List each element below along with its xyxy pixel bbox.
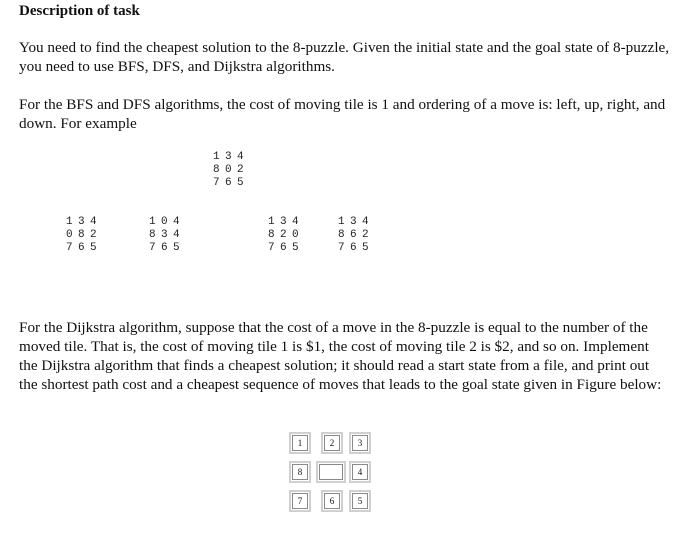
tile: 5 bbox=[90, 242, 97, 254]
tile: 4 bbox=[362, 216, 369, 228]
state-row bbox=[268, 216, 304, 229]
tile: 4 bbox=[292, 216, 299, 228]
tile: 6 bbox=[350, 242, 357, 254]
tile: 6 bbox=[280, 242, 287, 254]
tile: 8 bbox=[268, 229, 275, 241]
goal-tile: 3 bbox=[349, 432, 371, 454]
state-row bbox=[149, 216, 185, 229]
tile: 1 bbox=[338, 216, 345, 228]
tile: 4 bbox=[237, 151, 244, 163]
tile: 2 bbox=[90, 229, 97, 241]
tile: 3 bbox=[161, 229, 168, 241]
tile: 3 bbox=[78, 216, 85, 228]
example-root-state bbox=[213, 151, 249, 190]
state-row bbox=[149, 242, 185, 255]
tile: 5 bbox=[292, 242, 299, 254]
tile: 0 bbox=[66, 229, 73, 241]
tile: 5 bbox=[173, 242, 180, 254]
state-row bbox=[338, 229, 374, 242]
tile: 7 bbox=[268, 242, 275, 254]
tile: 0 bbox=[161, 216, 168, 228]
state-row bbox=[268, 242, 304, 255]
tile: 5 bbox=[237, 177, 244, 189]
tile: 8 bbox=[338, 229, 345, 241]
tile: 2 bbox=[280, 229, 287, 241]
tile: 3 bbox=[350, 216, 357, 228]
tile: 3 bbox=[280, 216, 287, 228]
goal-tile: 5 bbox=[349, 490, 371, 512]
tile: 7 bbox=[66, 242, 73, 254]
tile: 8 bbox=[149, 229, 156, 241]
dijkstra-paragraph: For the Dijkstra algorithm, suppose that the cost of a move in the 8-puzzle is equal to the number of the moved tile. That is, the cost of moving tile 1 is $1, the cost of moving tile 2 is $2, and so on. Implement the Dijkstra algorithm that finds a cheapest solution; it should read a start state from a file, and print out the shortest path cost and a cheapest sequence of moves that leads to the goal state given in Figure below: bbox=[19, 319, 662, 393]
goal-tile: 4 bbox=[349, 461, 371, 483]
state-row bbox=[66, 216, 102, 229]
tile: 7 bbox=[338, 242, 345, 254]
tile: 6 bbox=[161, 242, 168, 254]
state-row bbox=[66, 229, 102, 242]
goal-tile: 1 bbox=[289, 432, 311, 454]
tile: 1 bbox=[149, 216, 156, 228]
tile: 4 bbox=[90, 216, 97, 228]
example-child-state-left bbox=[66, 216, 102, 255]
tile: 1 bbox=[213, 151, 220, 163]
tile: 1 bbox=[66, 216, 73, 228]
tile: 2 bbox=[362, 229, 369, 241]
state-row bbox=[213, 177, 249, 190]
goal-tile: 8 bbox=[289, 461, 311, 483]
tile: 5 bbox=[362, 242, 369, 254]
bfs-dfs-paragraph: For the BFS and DFS algorithms, the cost of moving tile is 1 and ordering of a move is: left, up, right, and down. For example bbox=[19, 96, 666, 132]
tile: 7 bbox=[149, 242, 156, 254]
tile: 7 bbox=[213, 177, 220, 189]
intro-paragraph: You need to find the cheapest solution to the 8-puzzle. Given the initial state and the goal state of 8-puzzle, you need to use BFS, DFS, and Dijkstra algorithms. bbox=[19, 39, 670, 75]
state-row bbox=[338, 216, 374, 229]
tile: 1 bbox=[268, 216, 275, 228]
tile: 6 bbox=[225, 177, 232, 189]
goal-tile: 7 bbox=[289, 490, 311, 512]
tile: 3 bbox=[225, 151, 232, 163]
tile: 8 bbox=[78, 229, 85, 241]
goal-tile: 2 bbox=[321, 432, 343, 454]
state-row bbox=[213, 151, 249, 164]
tile: 8 bbox=[213, 164, 220, 176]
goal-tile: 6 bbox=[321, 490, 343, 512]
goal-state-figure bbox=[285, 430, 382, 516]
state-row bbox=[149, 229, 185, 242]
state-row bbox=[268, 229, 304, 242]
tile: 6 bbox=[350, 229, 357, 241]
example-child-state-up bbox=[149, 216, 185, 255]
goal-tile-empty bbox=[316, 461, 346, 483]
example-child-state-right bbox=[268, 216, 304, 255]
tile: 2 bbox=[237, 164, 244, 176]
example-child-state-down bbox=[338, 216, 374, 255]
tile: 4 bbox=[173, 229, 180, 241]
task-heading: Description of task bbox=[19, 3, 140, 19]
state-row bbox=[338, 242, 374, 255]
tile: 4 bbox=[173, 216, 180, 228]
tile: 6 bbox=[78, 242, 85, 254]
tile: 0 bbox=[292, 229, 299, 241]
tile: 0 bbox=[225, 164, 232, 176]
state-row bbox=[66, 242, 102, 255]
state-row bbox=[213, 164, 249, 177]
